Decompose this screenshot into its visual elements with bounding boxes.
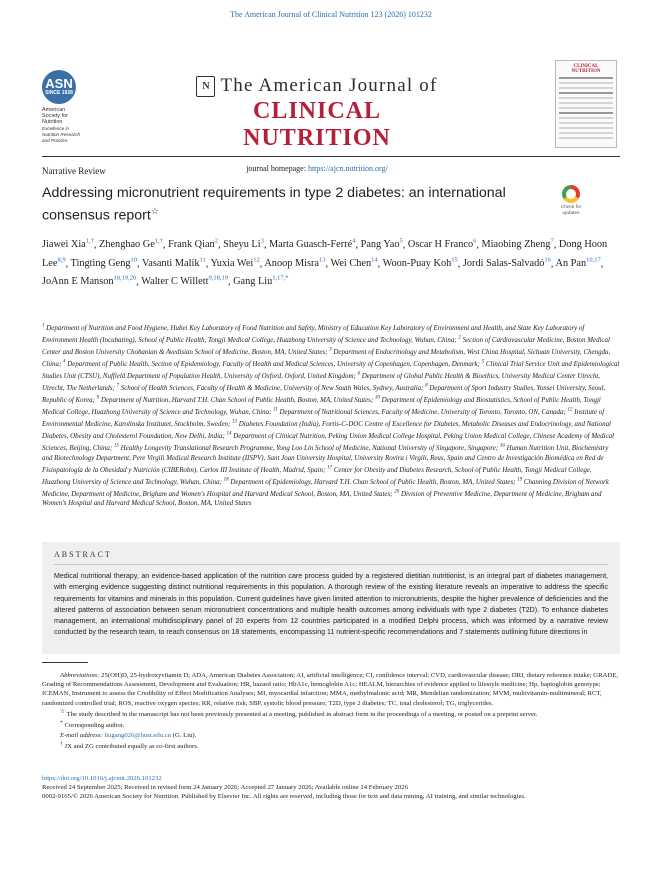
author-affiliation-marker[interactable]: 5 [399,238,403,245]
asn-logo[interactable] [42,70,84,144]
affiliations [42,322,620,509]
article-history: Received 24 September 2025; Received in revised form 24 January 2026; Accepted 27 January 2026; Available online 14 February 2026 [42,784,408,791]
affiliation-item: $^{13}$ Diabetes Foundation (India), Fortis-C-DOC Centre of Excellence for Diabetes, Metabolic Diseases and Endocrinology, and National Diabetes, Obesity and Cholesterol Foundation, New Delhi, India; [42,419,611,441]
author-name[interactable]: Jordi Salas-Salvadó$^{16}$ [462,256,551,269]
author-affiliation-marker[interactable]: 11 [199,256,206,264]
affiliation-item: $^7$ School of Health Sciences, Faculty of Health & Medicine, University of New South Wales, Sydney, Australia; [116,383,424,393]
abstract-rule [54,564,608,565]
author-affiliation-marker[interactable]: 1,† [85,238,94,245]
author-name[interactable]: Tingting Geng$^{10}$ [70,256,138,269]
author-affiliation-marker[interactable]: 7 [550,238,554,245]
affiliation-item: $^{12}$ Institute of Environmental Medicine, Karolinska Institutet, Stockholm, Sweden; [42,407,605,429]
affiliation-item: $^{16}$ Human Nutrition Unit, Biochemistry and Biotechnology Department, Pere Virgili Medical Research Institute (IISPV), Sant Joan University Hospital, University Rovira i Virgili, Reus, Spain and Centro de Investigación Biomédica en Red de Fisiopatología de la Obesidad y Nutrición (CIBERobn), Carlos III Institute of Health, Madrid, Spain; [42,443,609,474]
check-for-updates-button[interactable]: Check for updates [556,185,586,216]
abstract-text: Medical nutritional therapy, an evidence-based application of the nutrition care process guided by a registered dietitian nutritionist, is an integral part of diabetes management, with emerging evidence suggesting distinct nutritional requirements in this population. A thorough review of the existing literature reveals an imperative to address the specific requirements for vitamins and minerals in this population. Current guidelines have given limited attention to micronutrients, despite the higher prevalence of deficiencies and the altered patterns of association between serum micronutrient concentrations and multiple health outcomes among individuals with type 2 diabetes (T2D). To enhance diabetes management, an international multidisciplinary panel of 20 experts from 12 countries participated in a modified Delphi process, which was informed by a narrative review conducted by the research team, to reach consensus on 18 statements, encompassing 11 nutrient-specific recommendations and 7 statements outlining future directions in [54,573,608,637]
author-affiliation-marker[interactable]: 15 [451,256,458,264]
author-affiliation-marker[interactable]: 4 [352,238,356,245]
star-footnote: ☆ The study described in the manuscript has not been previously presented at a meeting, published in abstract form in the proceedings of a meeting, or posted on a preprint server. [60,708,538,719]
author-name[interactable]: An Pan$^{10,17}$ [555,256,601,269]
author-list: Jiawei Xia$^{1,\dagger}$, Zhenghao $Ge^{1,\dagger}$, Frank Qian$^2$, Sheyu Li$^3$, Marta Guasch-Ferré$^4$, Pang Yao$^5$, Oscar H Franco$^6$, Miaobing Zheng$^7$, Dong Hoon Lee$^{8,9}$, Tingting Geng$^{10}$, Vasanti Malik$^{11}$, Yuxia Wei$^{12}$, Anoop Misra$^{13}$, Wei Chen$^{14}$, Woon-Puay Koh$^{15}$, Jordi Salas-Salvadó$^{16}$, An Pan$^{10,17}$, JoAnn E Manson$^{18,19,20}$, Walter C Willett$^{9,18,19}$, Gang Liu$^{1,17,*}$ [42,238,608,288]
affiliation-item: $^4$ Department of Public Health, Section of Epidemiology, Faculty of Health and Medical Sciences, University of Copenhagen, Copenhagen, Denmark; [63,359,480,369]
affiliation-item: $^{14}$ Department of Clinical Nutrition, Peking Union Medical College Hospital, Peking Union Medical College, Chinese Academy of Medical Sciences, Beijing, China; [42,431,615,452]
affiliation-item: $^{20}$ Division of Preventive Medicine, Department of Medicine, Brigham and Women's Hospital and Harvard Medical School, Boston, MA, United States [42,489,602,508]
author-affiliation-marker[interactable]: 3 [260,238,264,245]
author-affiliation-marker[interactable]: 18,19,20 [113,275,137,283]
author-affiliation-marker[interactable]: 12 [253,256,260,264]
affiliation-item: $^1$ Department of Nutrition and Food Hygiene, Hubei Key Laboratory of Food Nutrition and Safety, Ministry of Education Key Laboratory of Environment and Health, and State Key Laboratory of Environment Health (Incubating), School of Public Health, Tongji Medical College, Huazhong University of Science and Technology, Wuhan, China; [42,324,585,345]
asn-logo-icon [42,70,76,104]
article-title: Addressing micronutrient requirements in type 2 diabetes: an international consensus report☆ [42,185,506,224]
author-name[interactable]: Woon-Puay Koh$^{15}$ [382,256,458,269]
email-footnote: E-mail address: liugang026@hust.edu.cn (G. Liu). [60,731,197,739]
author-name[interactable]: Frank Qian$^2$ [168,238,218,251]
author-name[interactable]: Yuxia Wei$^{12}$ [210,256,260,269]
author-affiliation-marker[interactable]: 9,18,19 [208,275,228,283]
journal-title-block [182,75,452,173]
journal-homepage-link[interactable]: https://ajcn.nutrition.org/ [307,164,388,173]
footnotes [42,671,620,751]
author-name[interactable]: Jiawei Xia$^{1,\dagger}$ [42,238,94,251]
affiliation-item: $^2$ Section of Cardiovascular Medicine, Boston Medical Center and Boston University Chobanian & Avedisian School of Medicine, Boston, MA, United States; [42,335,610,357]
author-affiliation-marker[interactable]: 8,9 [57,256,66,264]
society-name: American Society for Nutrition Excellence in Nutrition Research and Practice [42,107,81,144]
cover-text-lines [559,77,613,139]
affiliation-item: $^{15}$ Healthy Longevity Translational Research Programme, Yong Loo Lin School of Medicine, National University of Singapore, Singapore; [113,443,499,452]
journal-title-line2: CLINICAL NUTRITION [243,98,391,151]
affiliation-item: $^{11}$ Department of Nutritional Sciences, Faculty of Medicine, University of Toronto, Toronto, ON, Canada; [273,407,566,417]
affiliation-item: $^{10}$ Department of Epidemiology and Biostatistics, School of Public Health, Tongji Medical College, Huazhong University of Science and Technology, Wuhan, China; [42,395,601,417]
author-affiliation-marker[interactable]: 2 [214,238,218,245]
author-affiliation-marker[interactable]: 14 [371,256,378,264]
author-affiliation-marker[interactable]: 16 [544,256,551,264]
cover-title: CLINICAL NUTRITION [571,64,601,74]
abbreviations-footnote: Abbreviations: 25(OH)D, 25-hydroxyvitamin D; ADA, American Diabetes Association; AI, artificial intelligence; CI, confidence interval; CVD, cardiovascular disease; DRI, dietary reference intake; GRADE, Grading of Recommendations Assessment, Development and Evaluation; HR, hazard ratio; HbA1c, hemoglobin A1c; HEALM, hierarchies of evidence applied to lifestyle medicine; Hp, haptoglobin genotype; ICEMAN, Instrument to assess the Credibility of Effect Modification Analyses; MI, myocardial infarction; MMA, methylmalonic acid; MR, Mendelian randomization; MVM, multivitamin-multimineral; RCT, randomized controlled trial; ROS, reactive oxygen species; RR, relative risk; SBP, systolic blood pressure; T2D, type 2 diabetes; TC, total cholesterol; TG, triglycerides. [42,672,618,707]
author-name[interactable]: Sheyu Li$^3$ [223,238,264,251]
affiliation-item: $^6$ Department of Global Public Health & Bioethics, University Medical Center Utrecht, Utrecht, The Netherlands; [42,371,601,393]
author-name[interactable]: Miaobing Zheng$^7$ [481,238,554,251]
header-rule [42,156,620,157]
author-affiliation-marker[interactable]: 10,17 [586,256,601,264]
corresponding-footnote: * Corresponding author. [60,720,125,730]
affiliation-item: $^5$ Clinical Trial Service Unit and Epidemiological Studies Unit (CTSU), Nuffield Department of Population Health, University of Oxford, Oxford, United Kingdom; [42,359,620,381]
asn-logo-text: ASN [45,76,73,91]
author-name[interactable]: Wei Chen$^{14}$ [330,256,378,269]
dagger-footnote: † JX and ZG contributed equally as co-first authors. [60,740,199,751]
author-name[interactable]: Dong Hoon Lee$^{8,9}$ [42,239,608,269]
copyright-notice: 0002-9165/© 2026 American Society for Nutrition. Published by Elsevier Inc. All rights are reserved, including those for text and data mining, AI training, and similar technologies. [42,793,526,800]
author-name[interactable]: Vasanti Malik$^{11}$ [141,256,206,269]
author-name[interactable]: Walter C Willett$^{9,18,19}$ [141,275,228,288]
author-name[interactable]: Pang Yao$^5$ [360,238,403,251]
author-name[interactable]: Zhenghao $Ge^{1,\dagger}$ [99,238,163,251]
crossmark-icon [562,185,580,203]
author-name[interactable]: Marta Guasch-Ferré$^4$ [268,238,356,251]
affiliation-item: $^{19}$ Channing Division of Network Medicine, Department of Medicine, Brigham and Women's Hospital and Harvard Medical School, Boston, MA, United States; [42,477,609,498]
author-name[interactable]: Anoop Misra$^{13}$ [264,256,326,269]
abstract-section [42,542,620,654]
journal-title-line1: The American Journal of [220,75,438,96]
author-affiliation-marker[interactable]: 1,† [154,238,163,245]
affiliation-item: $^{17}$ Center for Obesity and Diabetes Research, School of Public Health, Tongji Medical College, Huazhong University of Science and Technology, Wuhan, China; [42,465,592,486]
footnote-rule [42,662,88,663]
author-name[interactable]: JoAnn E Manson$^{18,19,20}$ [42,275,137,288]
corresponding-email-link[interactable]: liugang026@hust.edu.cn [104,731,172,739]
journal-emblem-icon: N [196,76,215,97]
running-head[interactable]: The American Journal of Clinical Nutrition 123 (2026) 101232 [230,10,432,19]
author-name[interactable]: Gang Liu$^{1,17,*}$ [233,275,289,288]
author-affiliation-marker[interactable]: 1,17,* [272,275,289,283]
article-info [42,774,632,801]
affiliation-item: $^{18}$ Department of Epidemiology, Harvard T.H. Chan School of Public Health, Boston, MA, United States; [223,477,516,486]
author-affiliation-marker[interactable]: 10 [130,256,138,264]
affiliation-item: $^9$ Department of Nutrition, Harvard T.H. Chan School of Public Health, Boston, MA, United States; [96,395,374,405]
asn-logo-subtext: SINCE 1928 [45,90,73,96]
doi-link[interactable]: https://doi.org/10.1016/j.ajcnut.2026.101232 [42,775,162,782]
journal-cover-thumbnail[interactable] [555,60,617,148]
abstract-heading: ABSTRACT [54,550,112,559]
affiliation-item: $^3$ Department of Endocrinology and Metabolism, West China Hospital, Sichuan University, Chengdu, China; [42,347,611,369]
article-type: Narrative Review [42,166,106,176]
author-affiliation-marker[interactable]: 13 [319,256,326,264]
title-star-footnote-marker[interactable]: ☆ [150,206,159,216]
author-affiliation-marker[interactable]: 6 [473,238,477,245]
affiliation-item: $^8$ Department of Sport Industry Studies, Yonsei University, Seoul, Republic of Korea; [42,383,606,405]
journal-homepage: journal homepage: https://ajcn.nutrition.org/ [246,164,388,173]
author-name[interactable]: Oscar H Franco$^6$ [407,238,477,251]
